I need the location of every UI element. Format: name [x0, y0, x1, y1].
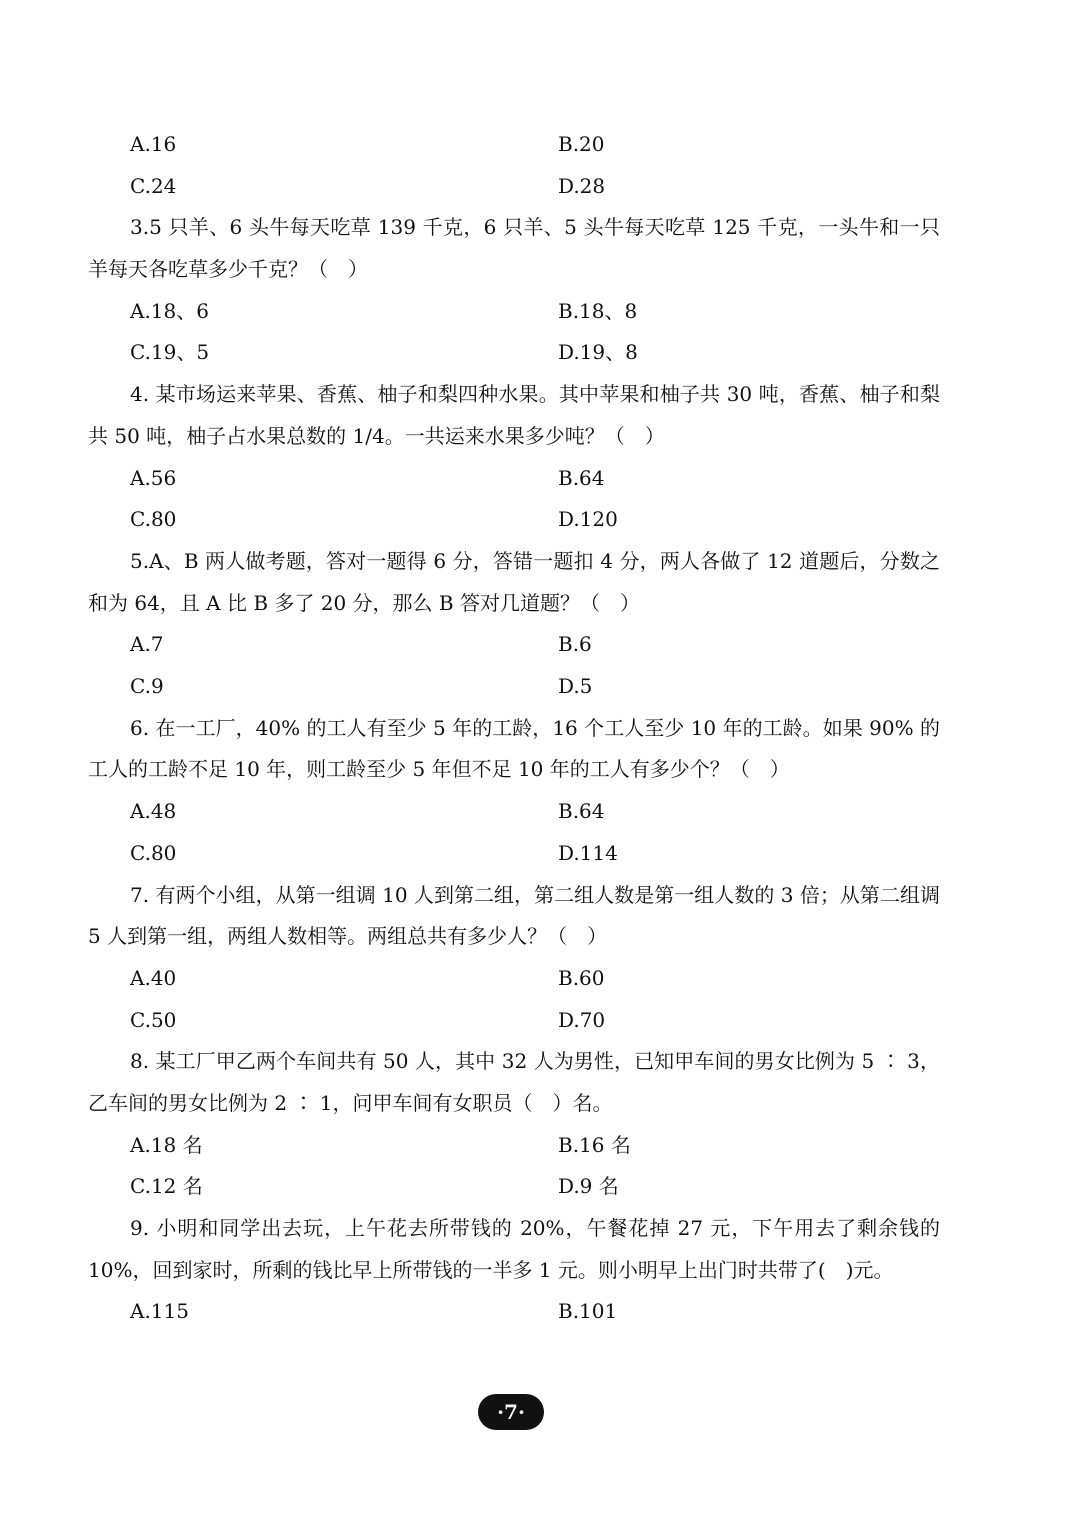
answer-option: A.16 [130, 132, 177, 156]
options-row [88, 124, 940, 166]
options-row [88, 458, 940, 500]
answer-option: D.19、8 [558, 340, 638, 365]
answer-option: B.64 [558, 465, 605, 490]
answer-option: A.18、6 [130, 298, 209, 323]
options-row [88, 1166, 940, 1208]
options-row [88, 791, 940, 833]
options-row [88, 1291, 940, 1333]
answer-option: B.64 [558, 799, 605, 824]
options-row [88, 624, 940, 666]
answer-option: B.20 [558, 132, 605, 156]
options-row [88, 666, 940, 708]
answer-option: A.115 [130, 1299, 189, 1324]
answer-option: C.19、5 [130, 340, 210, 365]
answer-option: D.9 名 [558, 1174, 619, 1199]
answer-option: B.6 [558, 632, 592, 657]
question-text: 5.A、B 两人做考题，答对一题得 6 分，答错一题扣 4 分，两人各做了 12 道题后，分数之和为 64，且 A 比 B 多了 20 分，那么 B 答对几道题？（ ） [88, 548, 940, 615]
answer-option: C.80 [130, 840, 177, 865]
question-text: 3.5 只羊、6 头牛每天吃草 139 千克，6 只羊、5 头牛每天吃草 125 千克，一头牛和一只羊每天各吃草多少千克？（ ） [88, 215, 940, 282]
question-text: 9. 小明和同学出去玩，上午花去所带钱的 20%，午餐花掉 27 元，下午用去了剩余钱的 10%，回到家时，所剩的钱比早上所带钱的一半多 1 元。则小明早上出门时共带了( )元。 [88, 1216, 940, 1282]
options-row [88, 291, 940, 333]
answer-option: A.56 [130, 465, 177, 490]
answer-option: B.101 [558, 1299, 618, 1324]
answer-option: D.28 [558, 173, 606, 198]
answer-option: D.70 [558, 1007, 606, 1032]
answer-option: A.40 [130, 965, 177, 990]
answer-option: D.114 [558, 840, 618, 865]
options-row [88, 958, 940, 1000]
answer-option: C.24 [130, 173, 177, 198]
options-row [88, 332, 940, 374]
options-row [88, 833, 940, 875]
answer-option: C.9 [130, 674, 164, 699]
answer-option: A.48 [130, 799, 177, 824]
answer-option: C.50 [130, 1007, 177, 1032]
answer-option: B.16 名 [558, 1132, 631, 1157]
question-text: 7. 有两个小组，从第一组调 10 人到第二组，第二组人数是第一组人数的 3 倍；从第二组调 5 人到第一组，两组人数相等。两组总共有多少人？（ ） [88, 882, 940, 949]
options-row [88, 1000, 940, 1042]
options-row [88, 499, 940, 541]
answer-option: C.12 名 [130, 1174, 203, 1199]
options-row [88, 1125, 940, 1167]
page-content [88, 124, 940, 1333]
answer-option: A.18 名 [130, 1132, 203, 1157]
answer-option: B.18、8 [558, 298, 638, 323]
question-text: 4. 某市场运来苹果、香蕉、柚子和梨四种水果。其中苹果和柚子共 30 吨，香蕉、柚子和梨共 50 吨，柚子占水果总数的 1/4。一共运来水果多少吨？（ ） [88, 382, 940, 448]
question-text: 6. 在一工厂，40% 的工人有至少 5 年的工龄，16 个工人至少 10 年的工龄。如果 90% 的工人的工龄不足 10 年，则工龄至少 5 年但不足 10 年的工人有多少个？（ ） [88, 715, 940, 782]
options-row [88, 166, 940, 208]
answer-option: D.5 [558, 674, 593, 699]
page-number: ·7· [478, 1394, 544, 1430]
answer-option: D.120 [558, 507, 618, 532]
question-text: 8. 某工厂甲乙两个车间共有 50 人，其中 32 人为男性，已知甲车间的男女比例为 5 ∶ 3，乙车间的男女比例为 2 ∶ 1，问甲车间有女职员（ ）名。 [88, 1049, 940, 1115]
answer-option: A.7 [130, 632, 164, 657]
answer-option: B.60 [558, 965, 605, 990]
answer-option: C.80 [130, 507, 177, 532]
